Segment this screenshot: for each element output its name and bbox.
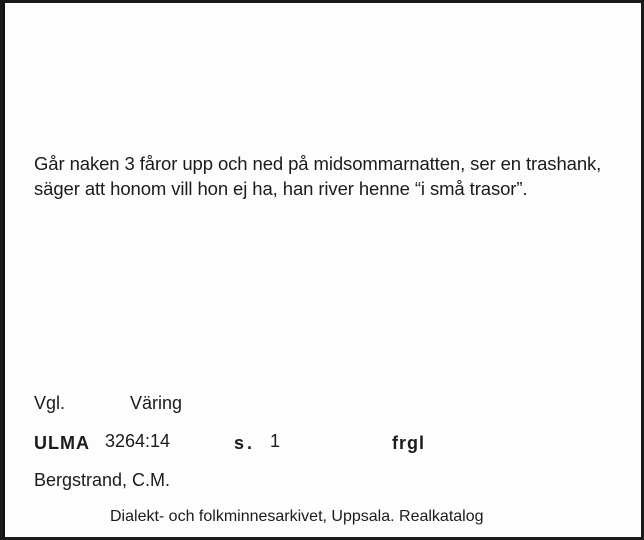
parish-label: Väring — [130, 393, 183, 413]
archive-number: 3264:14 — [105, 431, 171, 451]
index-card — [3, 3, 641, 537]
record-text: Går naken 3 fåror upp och ned på midsommarnatten, ser en trashank, säger att honom vill hon ej ha, han river henne “i små trasor”. — [34, 153, 602, 199]
collector-name: Bergstrand, C.M. — [34, 470, 171, 490]
page-label: s. — [234, 433, 256, 453]
institution-footer: Dialekt- och folkminnesarkivet, Uppsala. Realkatalog — [110, 508, 484, 525]
category-code: frgl — [392, 433, 425, 453]
archive-code: ULMA — [34, 433, 90, 453]
province-label: Vgl. — [34, 393, 66, 413]
page-number: 1 — [270, 431, 281, 451]
